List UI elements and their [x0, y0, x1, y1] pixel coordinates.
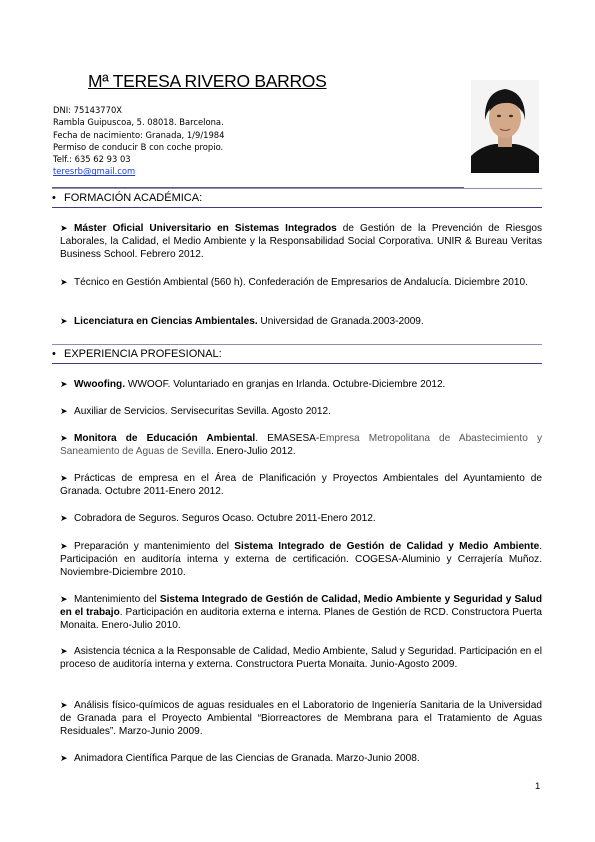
section-rule-top: [52, 344, 542, 345]
arrow-bullet-icon: ➤: [60, 277, 68, 287]
arrow-bullet-icon: ➤: [60, 316, 68, 326]
candidate-name: Mª TERESA RIVERO BARROS: [88, 71, 327, 91]
arrow-bullet-icon: ➤: [60, 513, 68, 523]
section-title-experiencia: [52, 348, 222, 360]
license-line: Permiso de conducir B con coche propio.: [53, 141, 224, 152]
entry-bold: Monitora de Educación Ambiental: [74, 433, 256, 444]
arrow-bullet-icon: ➤: [60, 541, 68, 551]
entry-text: . Participación en auditoria externa e interna. Planes de Gestión de RCD. Constructora Puerta Monaita. Enero-Julio 2010.: [60, 607, 542, 632]
profile-photo: [471, 80, 539, 173]
entry-bold: Sistema Integrado de Gestión de Calidad y Medio Ambiente: [234, 541, 540, 552]
phone-line: Telf.: 635 62 93 03: [53, 154, 131, 165]
arrow-bullet-icon: ➤: [60, 646, 68, 656]
page-number: 1: [535, 781, 541, 792]
entry-text: Cobradora de Seguros. Seguros Ocaso. Octubre 2011-Enero 2012.: [74, 513, 376, 524]
entry-text: . Enero-Julio 2012.: [210, 446, 296, 458]
experiencia-item-4: [60, 472, 542, 498]
entry-text: WWOOF. Voluntariado en granjas en Irlanda. Octubre-Diciembre 2012.: [125, 379, 446, 390]
experiencia-item-10: [60, 752, 542, 765]
arrow-bullet-icon: ➤: [60, 753, 68, 763]
entry-text: Preparación y mantenimiento del: [74, 541, 235, 552]
formacion-item-3: [60, 315, 542, 328]
formacion-item-2: [60, 276, 542, 289]
experiencia-item-9: [60, 699, 542, 739]
section-label: EXPERIENCIA PROFESIONAL:: [64, 348, 222, 360]
entry-bold: Licenciatura en Ciencias Ambientales.: [74, 316, 258, 327]
arrow-bullet-icon: ➤: [60, 406, 68, 416]
entry-text: Asistencia técnica a la Responsable de Calidad, Medio Ambiente, Salud y Seguridad. Participación en el proceso de auditoría interna y externa. Constructora Puerta Monaita. Junio-Agosto 2009.: [60, 646, 542, 671]
entry-text: Técnico en Gestión Ambiental (560 h). Confederación de Empresarios de Andalucía. Diciembre 2010.: [74, 277, 528, 288]
arrow-bullet-icon: ➤: [60, 379, 68, 389]
section-rule-top: [52, 188, 542, 189]
experiencia-item-2: [60, 405, 542, 418]
dni-line: DNI: 75143770X: [53, 105, 123, 115]
section-title-formacion: [52, 192, 202, 204]
experiencia-item-3: [60, 432, 542, 458]
experiencia-item-7: [60, 593, 542, 633]
experiencia-item-8: [60, 645, 542, 671]
personal-info: [53, 104, 224, 178]
entry-text: Universidad de Granada.2003-2009.: [257, 316, 424, 327]
entry-text: Análisis físico-químicos de aguas residuales en el Laboratorio de Ingeniería Sanitaria de la Universidad de Granada para el Proyecto Ambiental “Biorreactores de Membrana para el Tratamiento de Aguas Residuales”. Marzo-Junio 2009.: [60, 700, 542, 738]
address-line: Rambla Guipuscoa, 5. 08018. Barcelona.: [53, 117, 224, 128]
entry-text: Auxiliar de Servicios. Servisecuritas Sevilla. Agosto 2012.: [74, 406, 331, 417]
section-rule-bottom: [52, 207, 542, 208]
experiencia-item-5: [60, 512, 542, 525]
arrow-bullet-icon: ➤: [60, 223, 68, 233]
section-rule-bottom: [52, 363, 542, 364]
experiencia-item-6: [60, 540, 542, 580]
entry-bold: Wwoofing.: [74, 379, 126, 390]
entry-text: Animadora Científica Parque de las Ciencias de Granada. Marzo-Junio 2008.: [74, 753, 420, 764]
section-label: FORMACIÓN ACADÉMICA:: [64, 192, 203, 204]
entry-text: Prácticas de empresa en el Área de Planificación y Proyectos Ambientales del Ayuntamiento de Granada. Octubre 2011-Enero 2012.: [60, 473, 542, 498]
arrow-bullet-icon: ➤: [60, 700, 68, 710]
entry-text-gray: Empresa Metropolitana de Abastecimiento y Saneamiento de Aguas de Sevilla: [60, 433, 543, 458]
entry-text: . EMASESA-: [255, 433, 320, 444]
entry-text: Mantenimiento del: [74, 594, 160, 605]
arrow-bullet-icon: ➤: [60, 433, 68, 443]
section-bullet: •: [52, 348, 56, 360]
email-link[interactable]: teresrb@gmail.com: [53, 166, 136, 177]
entry-bold: Sistema Integrado de Gestión de Calidad, Medio Ambiente y Seguridad y Salud en el trabajo: [60, 594, 542, 619]
formacion-item-1: [60, 222, 542, 262]
experiencia-item-1: [60, 378, 542, 391]
entry-bold: Máster Oficial Universitario en Sistemas Integrados: [74, 223, 337, 234]
entry-text: de Gestión de la Prevención de Riesgos Laborales, la Calidad, el Medio Ambiente y la Responsabilidad Social Corporativa. UNIR & Bureau Veritas Business School. Febrero 2012.: [60, 223, 542, 261]
birth-line: Fecha de nacimiento: Granada, 1/9/1984: [53, 129, 225, 140]
section-bullet: •: [52, 192, 56, 204]
arrow-bullet-icon: ➤: [60, 473, 68, 483]
arrow-bullet-icon: ➤: [60, 594, 68, 604]
entry-text: . Participación en auditoría interna y externa de certificación. COGESA-Aluminio y Cerrajería Muñoz. Noviembre-Diciembre 2010.: [60, 541, 543, 579]
portrait-image: [471, 80, 539, 173]
